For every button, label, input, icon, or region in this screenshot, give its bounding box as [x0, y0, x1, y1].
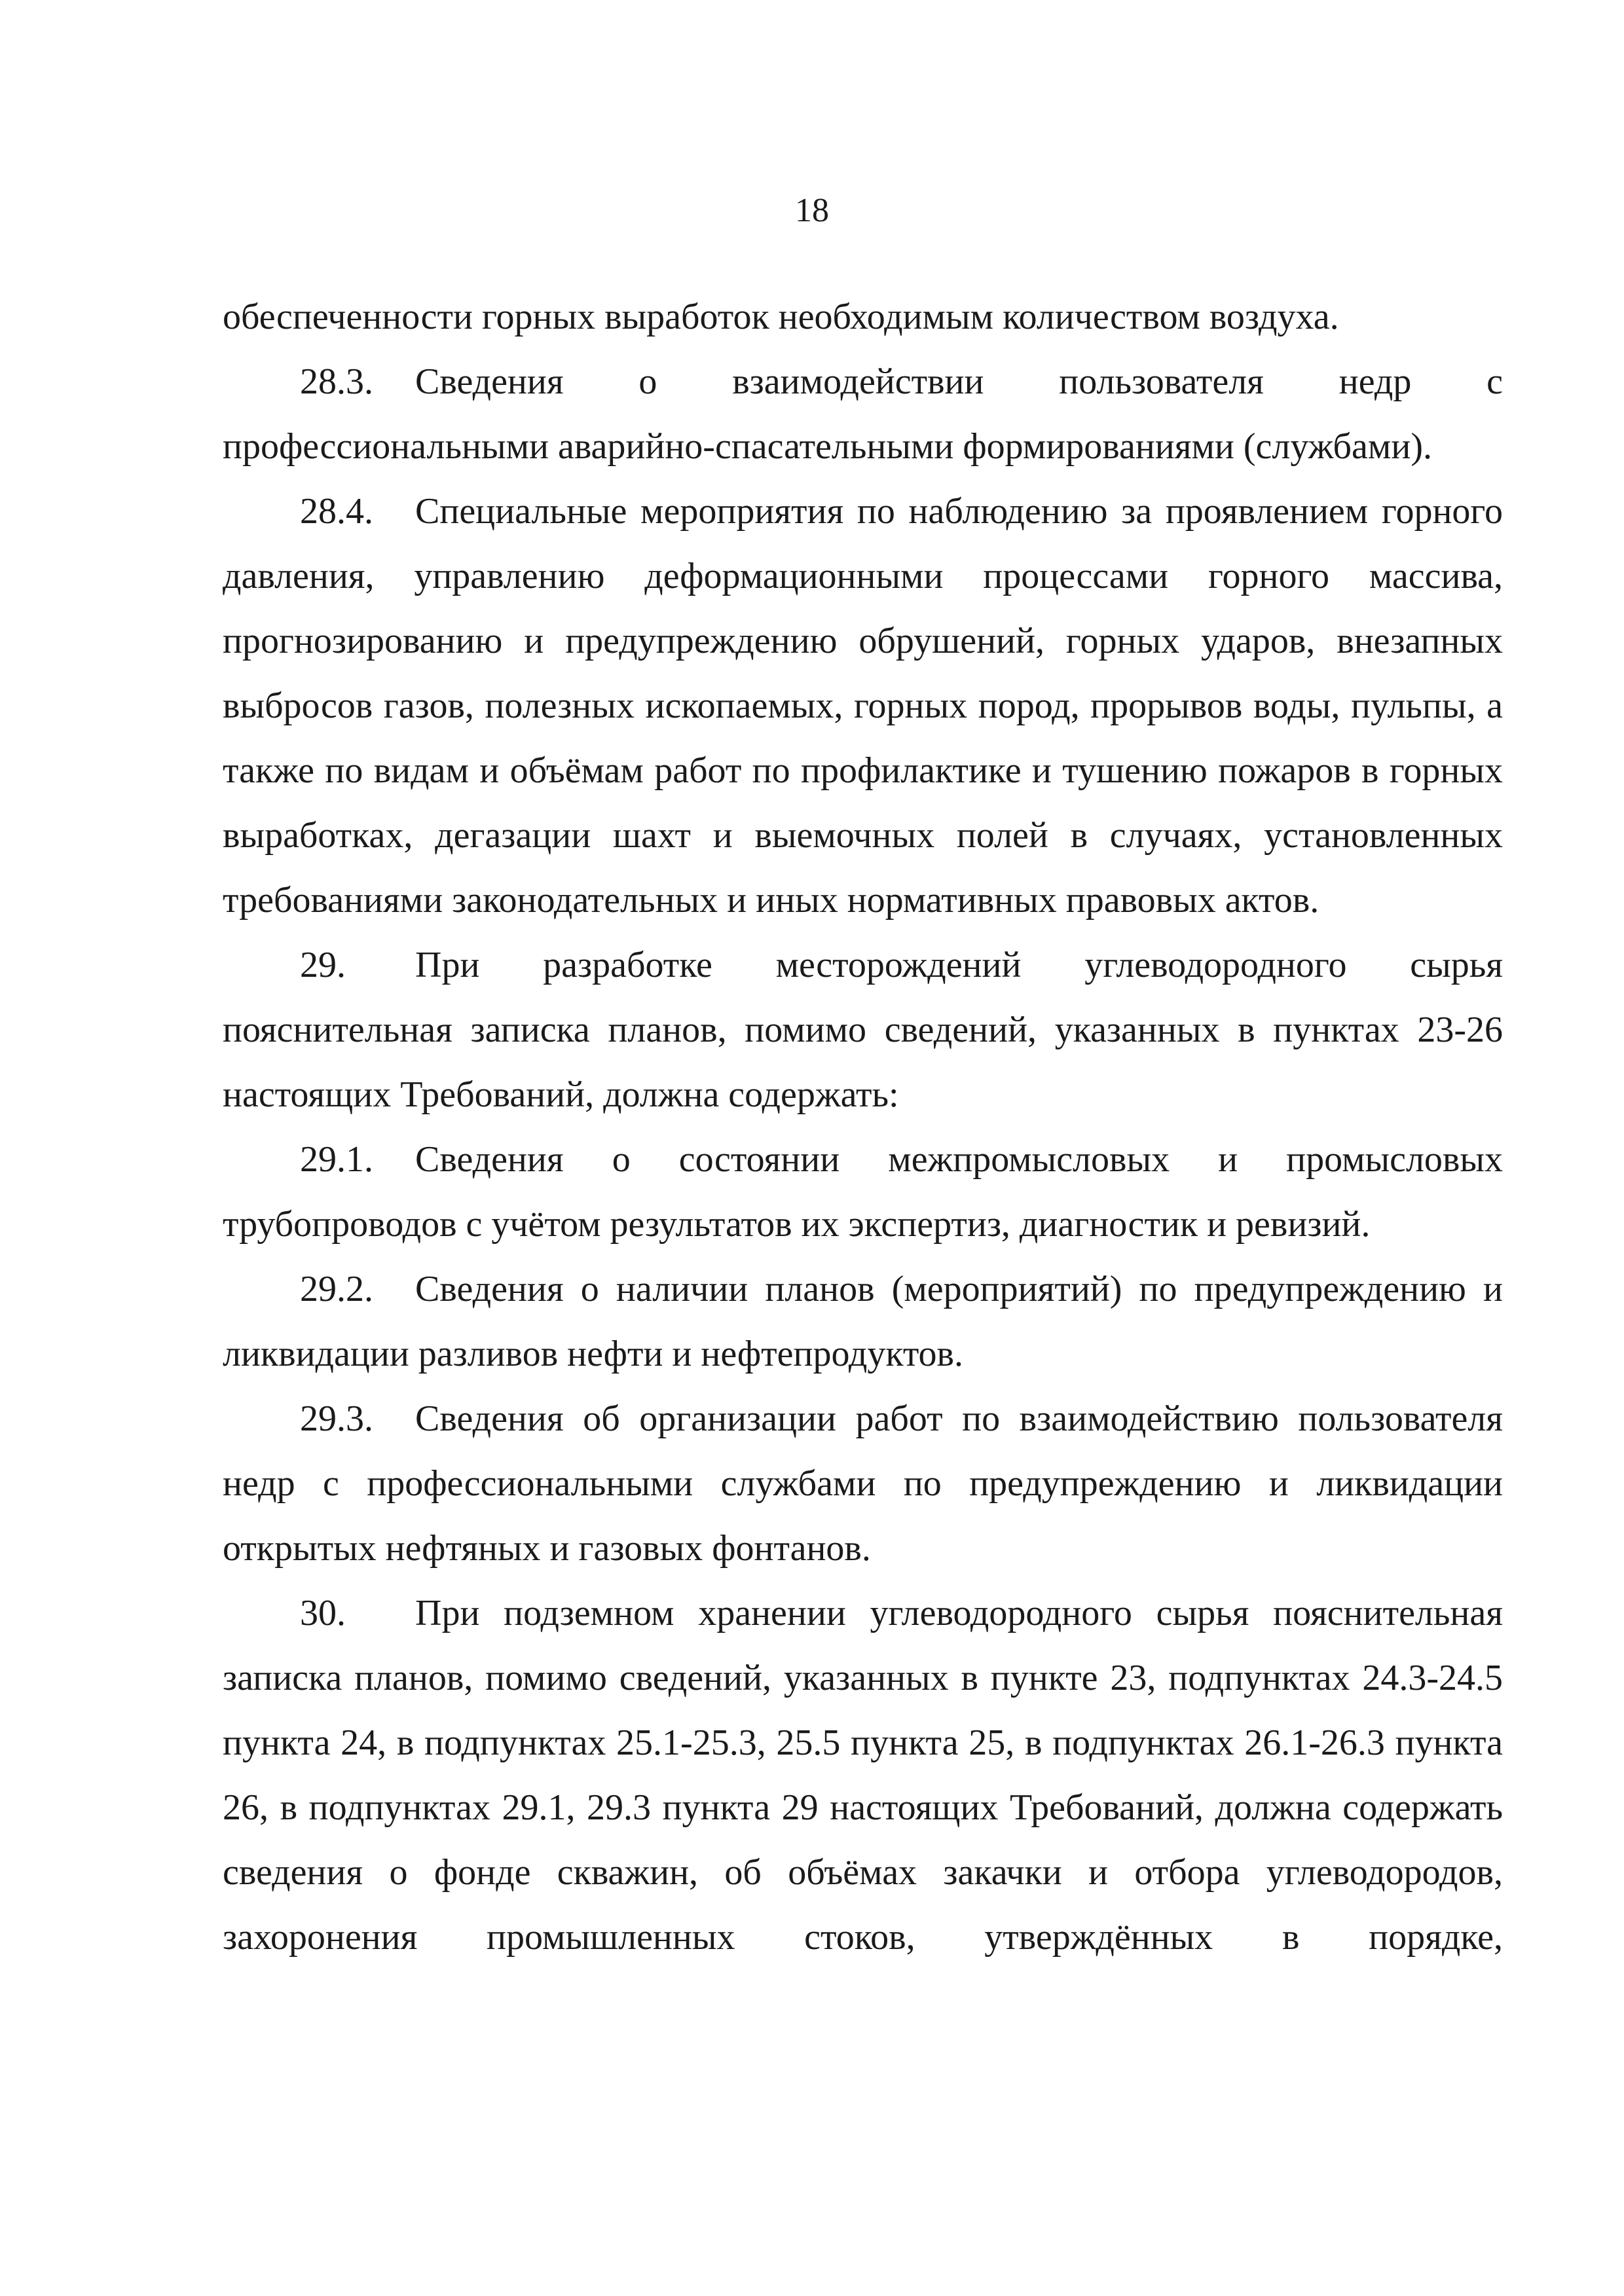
page-number: 18 [795, 192, 829, 229]
paragraph-number: 29.2. [300, 1269, 373, 1309]
paragraph-number: 30. [300, 1593, 346, 1633]
paragraph-29 [223, 933, 1503, 1127]
paragraph-text: Специальные мероприятия по наблюдению за проявлением горного давления, управлению деформационными процессами горного массива, прогнозированию и предупреждению обрушений, горных ударов, внезапных выбросов газов, полезных ископаемых, горных пород, прорывов воды, пульпы, а также по видам и объёмам работ по профилактике и тушению пожаров в горных выработках, дегазации шахт и выемочных полей в случаях, установленных требованиями законодательных и иных нормативных правовых актов. [223, 491, 1503, 920]
paragraph-number: 28.4. [300, 491, 373, 532]
paragraph-text: При разработке месторождений углеводородного сырья пояснительная записка планов, помимо сведений, указанных в пунктах 23-26 настоящих Требований, должна содержать: [223, 945, 1503, 1115]
paragraph-text: При подземном хранении углеводородного сырья пояснительная записка планов, помимо сведений, указанных в пункте 23, подпунктах 24.3-24.5 пункта 24, в подпунктах 25.1-25.3, 25.5 пункта 25, в подпунктах 26.1-26.3 пункта 26, в подпунктах 29.1, 29.3 пункта 29 настоящих Требований, должна содержать сведения о фонде скважин, об объёмах закачки и отбора углеводородов, захоронения промышленных стоков, утверждённых в порядке, [223, 1593, 1503, 1958]
paragraph-text: Сведения о взаимодействии пользователя недр с профессиональными аварийно-спасательными формированиями (службами). [223, 361, 1503, 467]
paragraph-text: Сведения об организации работ по взаимодействию пользователя недр с профессиональными службами по предупреждению и ликвидации открытых нефтяных и газовых фонтанов. [223, 1398, 1503, 1569]
document-body [223, 285, 1503, 1970]
paragraph-29-1 [223, 1127, 1503, 1257]
paragraph-28-4 [223, 479, 1503, 933]
paragraph-text: Сведения о состоянии межпромысловых и промысловых трубопроводов с учётом результатов их экспертиз, диагностик и ревизий. [223, 1139, 1503, 1245]
paragraph-continuation [223, 285, 1503, 350]
paragraph-text: Сведения о наличии планов (мероприятий) по предупреждению и ликвидации разливов нефти и нефтепродуктов. [223, 1269, 1503, 1374]
paragraph-number: 29.1. [300, 1139, 373, 1180]
paragraph-28-3 [223, 350, 1503, 479]
paragraph-number: 28.3. [300, 361, 373, 402]
paragraph-29-3 [223, 1387, 1503, 1581]
paragraph-29-2 [223, 1257, 1503, 1387]
paragraph-number: 29.3. [300, 1398, 373, 1439]
paragraph-30 [223, 1581, 1503, 1970]
paragraph-number: 29. [300, 945, 346, 985]
paragraph-text: обеспеченности горных выработок необходимым количеством воздуха. [223, 297, 1339, 337]
